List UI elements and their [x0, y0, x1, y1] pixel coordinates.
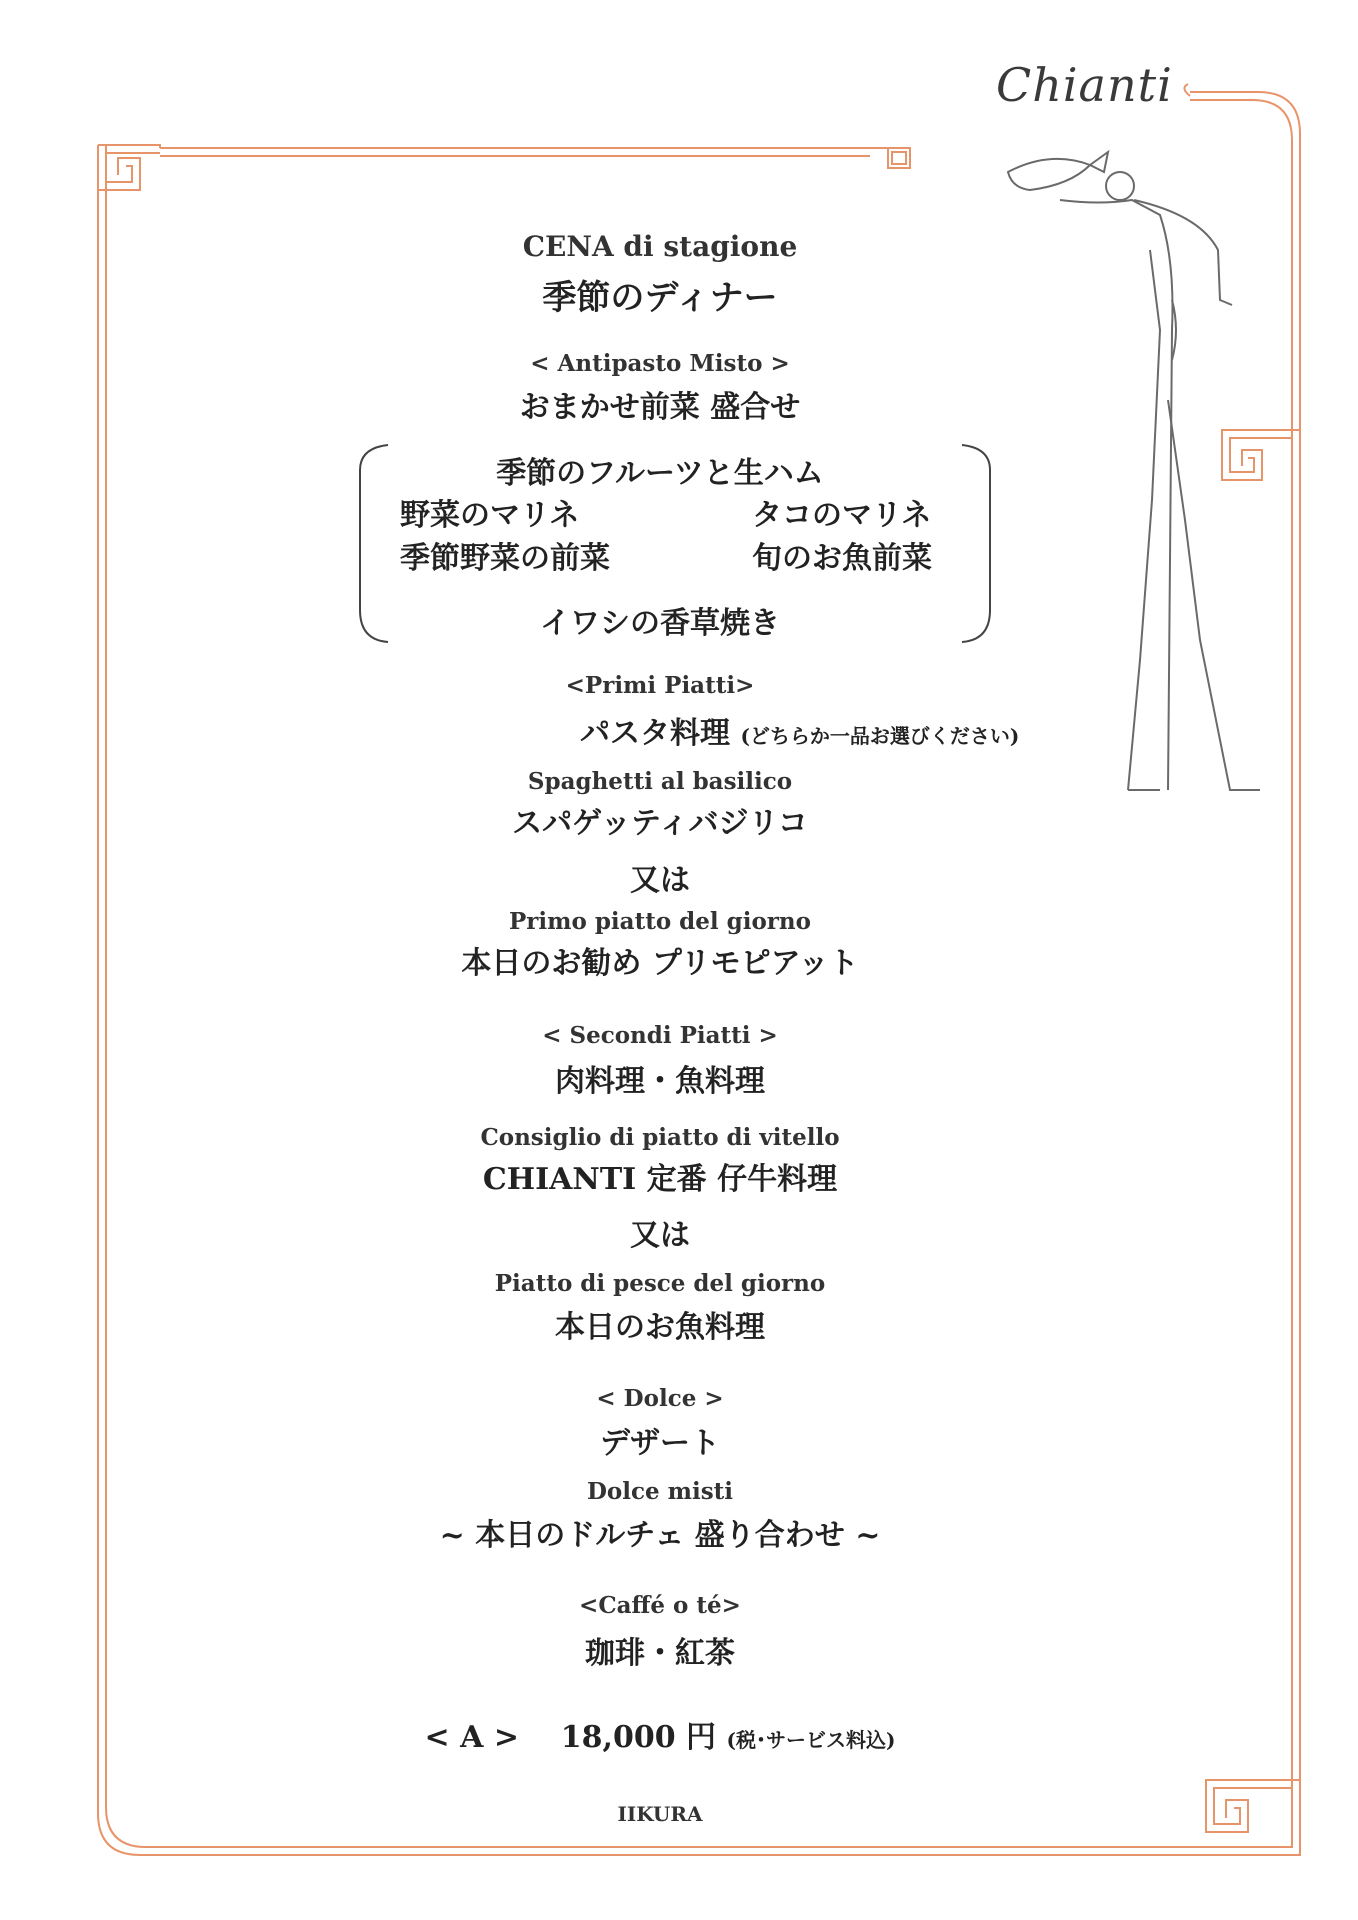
price-note: (税･サービス料込): [726, 1728, 896, 1752]
title-japanese: 季節のディナー: [542, 278, 778, 318]
antipasto-subtitle: おまかせ前菜 盛合せ: [519, 390, 801, 425]
antipasto-heading: < Antipasto Misto >: [530, 350, 790, 377]
primi-choice-note: (どちらか一品お選びください): [740, 724, 1020, 748]
secondi-option2-italian: Piatto di pesce del giorno: [494, 1270, 826, 1297]
chianti-logo: Chianti: [996, 58, 1173, 112]
antipasto-item-sardine: イワシの香草焼き: [540, 606, 780, 641]
secondi-heading: < Secondi Piatti >: [542, 1022, 778, 1049]
antipasto-item-seasonal-fish: 旬のお魚前菜: [752, 541, 932, 576]
primi-subtitle: パスタ料理 (どちらか一品お選びください): [580, 716, 1020, 751]
caffe-heading: <Caffé o té>: [579, 1592, 741, 1619]
primi-option1-japanese: スパゲッティバジリコ: [512, 806, 808, 841]
footer-signature: IIKURA: [617, 1802, 703, 1826]
title-italian: CENA di stagione: [522, 230, 798, 263]
dolce-item-italian: Dolce misti: [586, 1478, 734, 1505]
dolce-item-japanese: ~ 本日のドルチェ 盛り合わせ ~: [439, 1518, 881, 1553]
secondi-option1-italian: Consiglio di piatto di vitello: [480, 1124, 840, 1151]
antipasto-item-fruit-ham: 季節のフルーツと生ハム: [496, 456, 824, 491]
dolce-heading: < Dolce >: [596, 1385, 724, 1412]
secondi-subtitle: 肉料理・魚料理: [555, 1064, 765, 1099]
primi-option1-italian: Spaghetti al basilico: [527, 768, 793, 795]
primi-option2-japanese: 本日のお勧め プリモピアット: [461, 946, 859, 981]
antipasto-item-seasonal-vegetables: 季節野菜の前菜: [400, 541, 610, 576]
primi-heading: <Primi Piatti>: [565, 672, 755, 699]
price-label: < A >: [424, 1720, 519, 1755]
dolce-subtitle: デザート: [600, 1426, 720, 1461]
antipasto-item-octopus-marinade: タコのマリネ: [752, 498, 932, 533]
secondi-option2-japanese: 本日のお魚料理: [555, 1310, 765, 1345]
antipasto-item-vegetable-marinade: 野菜のマリネ: [400, 498, 580, 533]
price-line: [160, 1712, 1160, 1756]
price-amount: 18,000 円: [560, 1720, 717, 1755]
secondi-or: 又は: [630, 1218, 690, 1253]
caffe-subtitle: 珈琲・紅茶: [585, 1636, 735, 1671]
primi-option2-italian: Primo piatto del giorno: [509, 908, 811, 935]
primi-or: 又は: [630, 863, 690, 898]
secondi-option1-japanese: CHIANTI 定番 仔牛料理: [482, 1162, 838, 1197]
